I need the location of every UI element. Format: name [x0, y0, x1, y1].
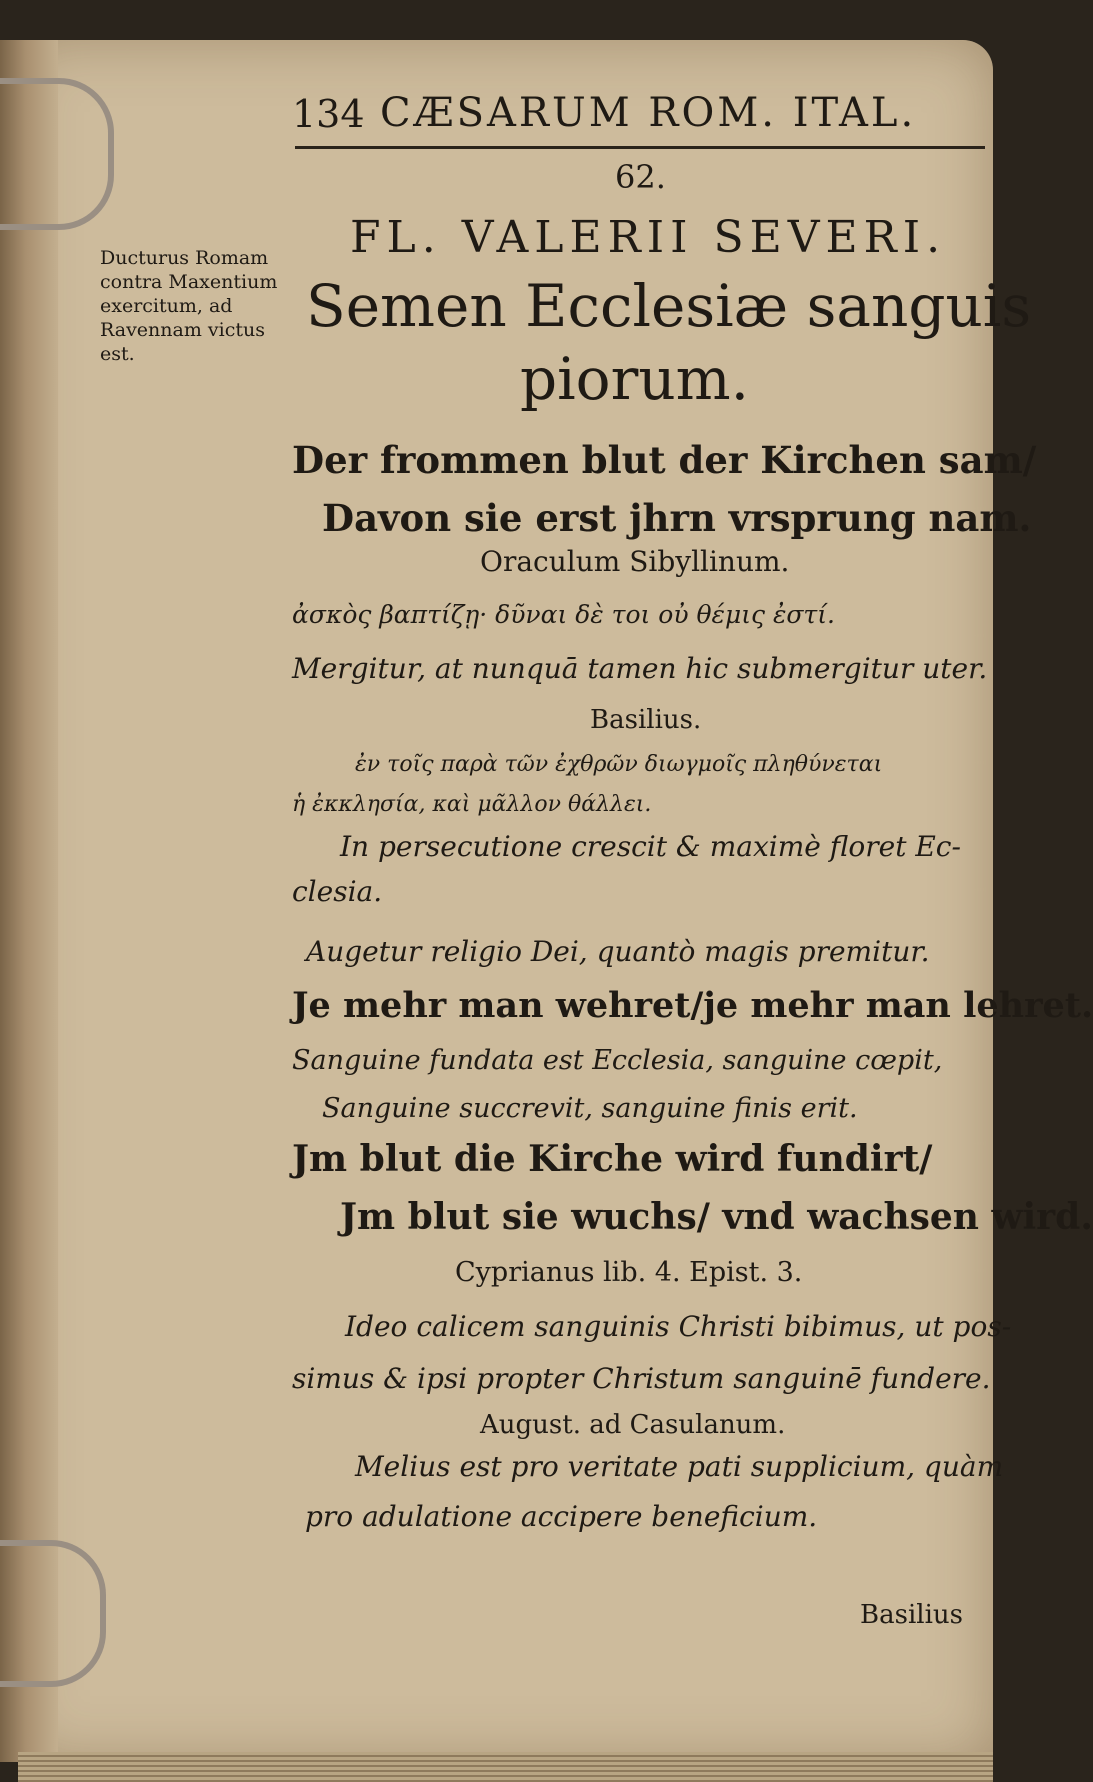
source-cyprianus: Cyprianus lib. 4. Epist. 3. [455, 1257, 803, 1288]
greek-line-1: ἀσκὸς βαπτίζῃ· δῦναι δὲ τοι οὐ θέμις ἐστί. [292, 600, 836, 629]
german-verse-1b: Davon sie erst jhrn vrsprung nam. [322, 496, 1032, 540]
page-edges [18, 1752, 993, 1782]
greek-line-2b: ἡ ἐκκλησία, καὶ μᾶλλον θάλλει. [292, 792, 652, 817]
greek-line-2a: ἐν τοῖς παρὰ τῶν ἐχθρῶν διωγμοῖς πληθύνεται [355, 752, 883, 777]
german-verse-3a: Jm blut die Kirche wird fundirt/ [292, 1138, 933, 1180]
latin-line-6a: Melius est pro veritate pati supplicium, quàm [355, 1450, 1004, 1483]
motto-line-1: Semen Ecclesiæ sanguis [306, 272, 1032, 340]
latin-line-1: Mergitur, at nunquā tamen hic submergitur uter. [292, 652, 988, 685]
latin-line-2b: clesia. [292, 875, 383, 908]
german-verse-2: Je mehr man wehret/je mehr man lehret. [292, 985, 1093, 1026]
catchword: Basilius [860, 1600, 963, 1630]
source-oraculum: Oraculum Sibyllinum. [480, 545, 790, 578]
latin-line-4a: Sanguine fundata est Ecclesia, sanguine cœpit, [292, 1045, 943, 1076]
motto-line-2: piorum. [520, 345, 750, 413]
latin-line-6b: pro adulatione accipere beneficium. [305, 1500, 818, 1533]
latin-line-5b: simus & ipsi propter Christum sanguinē fundere. [292, 1362, 991, 1395]
page-gutter [0, 40, 58, 1762]
source-basilius: Basilius. [590, 705, 702, 735]
source-augustinus: August. ad Casulanum. [480, 1410, 786, 1440]
latin-line-4b: Sanguine succrevit, sanguine finis erit. [322, 1093, 858, 1124]
german-verse-1a: Der frommen blut der Kirchen sam/ [292, 438, 1037, 482]
running-head: CÆSARUM ROM. ITAL. [380, 90, 917, 136]
header-rule [295, 146, 985, 149]
folio-number: 62. [615, 158, 666, 196]
latin-line-5a: Ideo calicem sanguinis Christi bibimus, ut pos- [345, 1310, 1012, 1343]
latin-line-2a: In persecutione crescit & maximè floret Ec- [340, 830, 961, 863]
page-number: 134 [292, 92, 365, 136]
metal-clip-bottom [0, 1540, 106, 1687]
margin-note: Ducturus Romam contra Maxentium exercitum, ad Ravennam victus est. [100, 247, 278, 365]
german-verse-3b: Jm blut sie wuchs/ vnd wachsen wird. [340, 1196, 1093, 1238]
emperor-name: FL. VALERII SEVERI. [350, 212, 947, 263]
metal-clip-top [0, 78, 114, 230]
latin-line-3: Augetur religio Dei, quantò magis premitur. [306, 935, 930, 968]
